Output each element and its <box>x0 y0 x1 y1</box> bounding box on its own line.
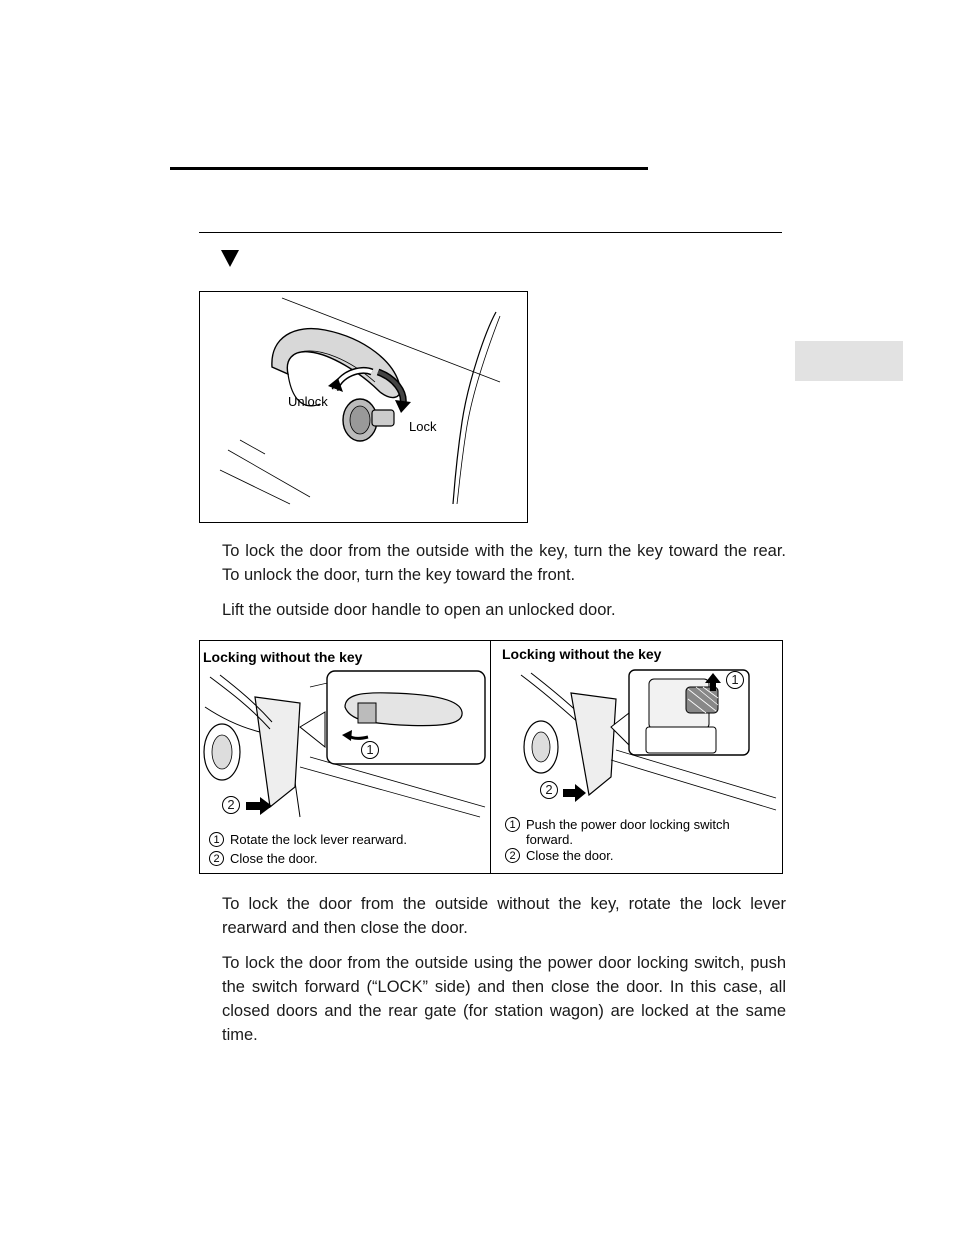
section-header-rule <box>170 167 648 170</box>
paragraph-key-lock: To lock the door from the outside with the key, turn the key toward the rear. To unlock the door, turn the key toward the front. <box>222 542 786 584</box>
lock-label: Lock <box>409 419 437 434</box>
chapter-side-tab <box>795 341 903 381</box>
right-caption-1: 1 Push the power door locking switch forward. <box>505 817 775 847</box>
key-lock-illustration <box>200 292 527 522</box>
left-panel-illustration <box>200 667 490 827</box>
right-panel-title: Locking without the key <box>502 646 662 662</box>
triangle-bullet-icon <box>221 250 239 267</box>
right-marker-1: 1 <box>726 671 744 689</box>
left-marker-1: 1 <box>361 741 379 759</box>
left-panel-title: Locking without the key <box>203 649 363 665</box>
paragraph-open-door: Lift the outside door handle to open an unlocked door. <box>222 601 616 619</box>
subsection-rule <box>199 232 782 233</box>
key-lock-figure <box>199 291 528 523</box>
left-caption-2: 2 Close the door. <box>209 851 317 866</box>
right-caption-2: 2 Close the door. <box>505 848 613 863</box>
locking-without-key-figure <box>199 640 783 874</box>
paragraph-lock-without-key: To lock the door from the outside without the key, rotate the lock lever rearward and then close the door. <box>222 895 786 937</box>
unlock-label: Unlock <box>288 394 328 409</box>
left-marker-2: 2 <box>222 796 240 814</box>
left-caption-1: 1 Rotate the lock lever rearward. <box>209 832 407 847</box>
paragraph-power-lock-switch: To lock the door from the outside using the power door locking switch, push the switch forward (“LOCK” side) and then close the door. In this case, all closed doors and the rear gate (for station wagon) are locked at the same time. <box>222 954 786 1044</box>
right-marker-2: 2 <box>540 781 558 799</box>
